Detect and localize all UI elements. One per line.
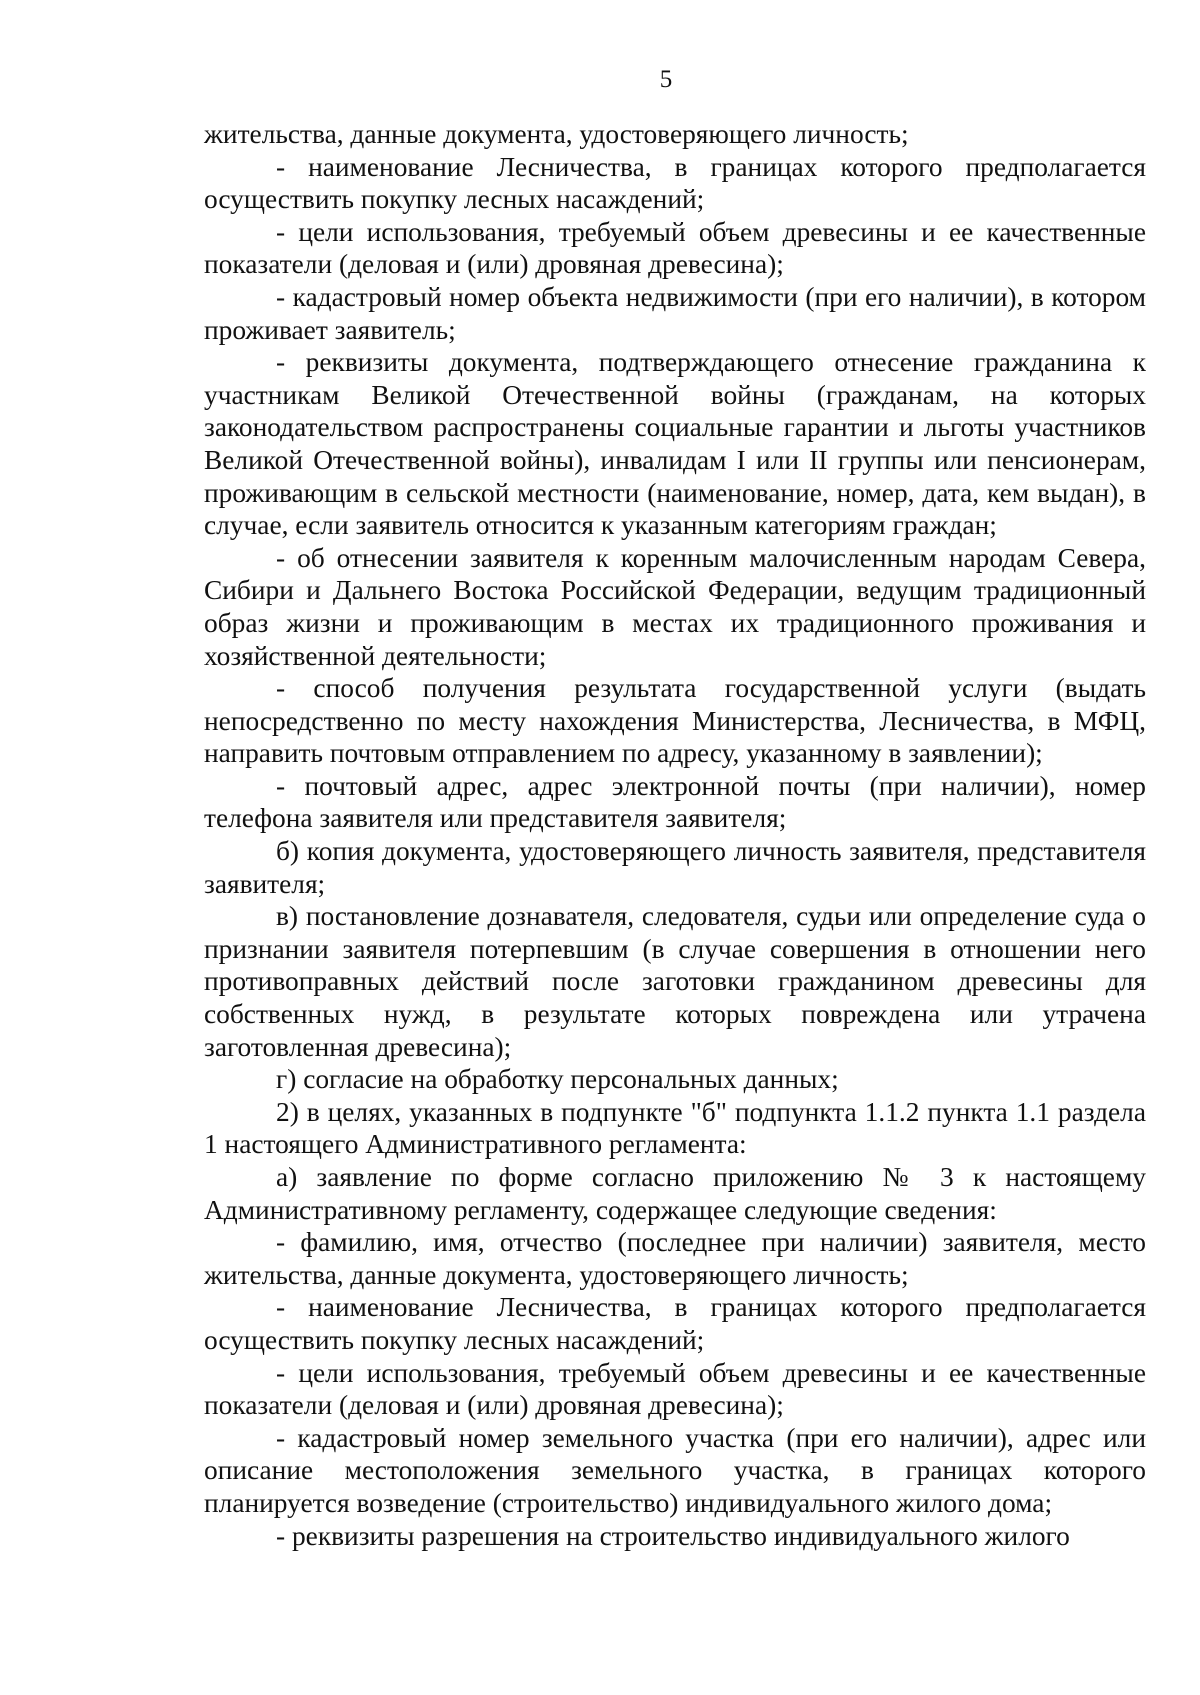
paragraph: г) согласие на обработку персональных данных;	[276, 1064, 839, 1095]
paragraph: - об отнесении заявителя к коренным малочисленным народам Севера, Сибири и Дальнего Востока Российской Федерации, ведущим традиционный образ жизни и проживающим в местах их традиционного проживания и хозяйственной деятельности;	[204, 542, 1146, 671]
paragraph: - наименование Лесничества, в границах которого предполагается осуществить покупку лесных насаждений;	[204, 1292, 1146, 1355]
paragraph: - кадастровый номер объекта недвижимости (при его наличии), в котором проживает заявитель;	[204, 281, 1146, 345]
paragraph: б) копия документа, удостоверяющего личность заявителя, представителя заявителя;	[204, 836, 1146, 899]
paragraph: в) постановление дознавателя, следователя, судьи или определение суда о признании заявителя потерпевшим (в случае совершения в отношении него противоправных действий после заготовки гражданином древесины для собственных нужд, в результате которых повреждена или утрачена заготовленная древесина);	[204, 901, 1146, 1062]
body-text	[204, 118, 1146, 1552]
paragraph: - цели использования, требуемый объем древесины и ее качественные показатели (деловая и (или) дровяная древесина);	[204, 1357, 1146, 1421]
paragraph: - реквизиты документа, подтверждающего отнесение гражданина к участникам Великой Отечественной войны (гражданам, на которых законодательством распространены социальные гарантии и льготы участников Великой Отечественной войны), инвалидам I или II группы или пенсионерам, проживающим в сельской местности (наименование, номер, дата, кем выдан), в случае, если заявитель относится к указанным категориям граждан;	[204, 347, 1146, 541]
paragraph: - кадастровый номер земельного участка (при его наличии), адрес или описание местоположения земельного участка, в границах которого планируется возведение (строительство) индивидуального жилого дома;	[204, 1422, 1146, 1518]
page-number: 5	[659, 66, 673, 93]
paragraph: - реквизиты разрешения на строительство индивидуального жилого	[276, 1520, 1070, 1551]
paragraph: - фамилию, имя, отчество (последнее при наличии) заявителя, место жительства, данные документа, удостоверяющего личность;	[204, 1227, 1146, 1290]
paragraph: - способ получения результата государственной услуги (выдать непосредственно по месту нахождения Министерства, Лесничества, в МФЦ, направить почтовым отправлением по адресу, указанному в заявлении);	[204, 673, 1146, 769]
paragraph: - цели использования, требуемый объем древесины и ее качественные показатели (деловая и (или) дровяная древесина);	[204, 216, 1146, 280]
paragraph: жительства, данные документа, удостоверяющего личность;	[204, 119, 909, 149]
paragraph: - почтовый адрес, адрес электронной почты (при наличии), номер телефона заявителя или представителя заявителя;	[204, 770, 1146, 834]
paragraph: 2) в целях, указанных в подпункте "б" подпункта 1.1.2 пункта 1.1 раздела 1 настоящего Административного регламента:	[204, 1096, 1146, 1160]
paragraph: - наименование Лесничества, в границах которого предполагается осуществить покупку лесных насаждений;	[204, 151, 1146, 215]
paragraph: а) заявление по форме согласно приложению № 3 к настоящему Административному регламенту, содержащее следующие сведения:	[204, 1162, 1146, 1225]
